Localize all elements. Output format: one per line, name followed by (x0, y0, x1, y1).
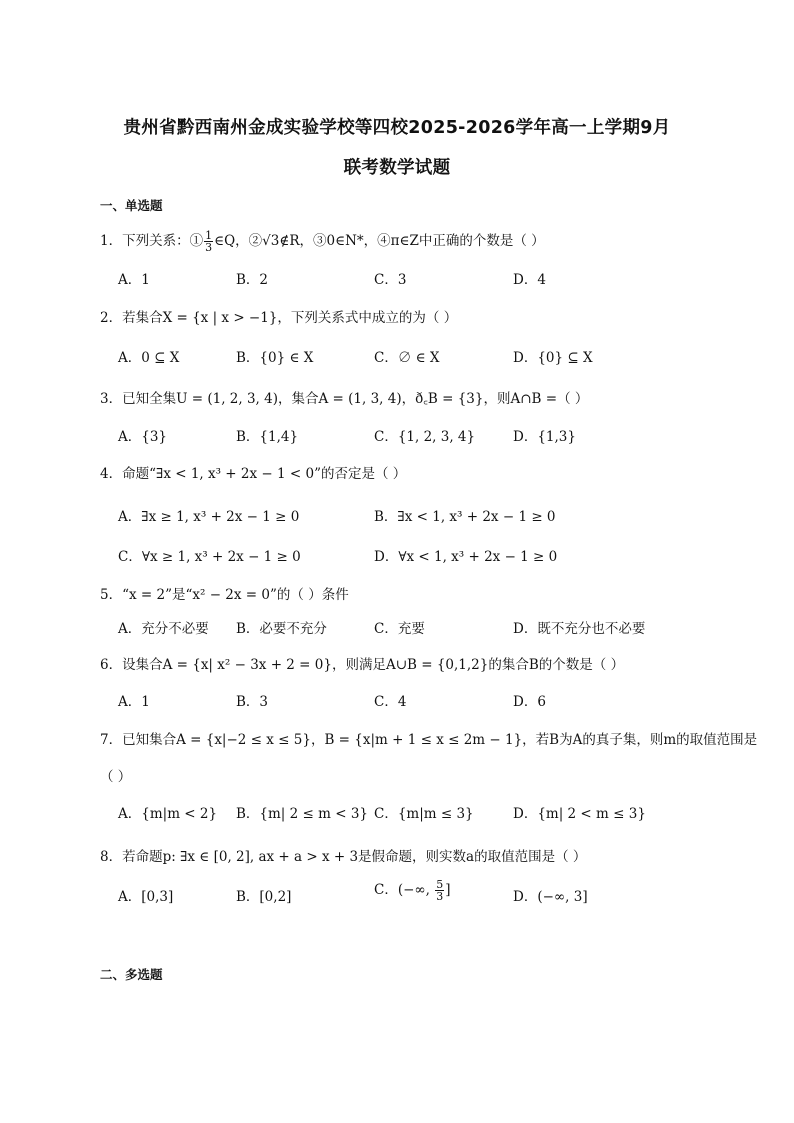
section-single-choice: 一、单选题 (100, 198, 163, 213)
q2-option-a: A．0 ⊆ X (118, 350, 180, 366)
question-6: 6．设集合A = {x| x² − 3x + 2 = 0}，则满足A∪B = {0,1,2}的集合B的个数是（ ） (100, 657, 625, 673)
q8-option-c-pre: (−∞, (397, 882, 435, 898)
q1-option-c: C．3 (374, 272, 407, 288)
q5-option-b: B．必要不充分 (236, 621, 327, 637)
q7-option-a: A．{m|m < 2} (118, 806, 218, 822)
question-8: 8．若命题p: ∃x ∈ [0, 2], ax + a > x + 3是假命题，则实数a的取值范围是（ ） (100, 849, 587, 865)
q6-option-c: C．4 (374, 694, 407, 710)
question-1-stem-post: ∈Q，②√3∉R，③0∈N*，④π∈Z中正确的个数是（ ） (214, 233, 545, 249)
q8-option-a: A．[0,3] (118, 889, 174, 905)
question-7: 7．已知集合A = {x|−2 ≤ x ≤ 5}，B = {x|m + 1 ≤ x ≤ 2m − 1}，若B为A的真子集，则m的取值范围是 (100, 732, 758, 748)
q1-option-d: D．4 (513, 272, 546, 288)
fraction-numerator: 1 (205, 229, 213, 242)
q7-option-c: C．{m|m ≤ 3} (374, 806, 474, 822)
question-2: 2．若集合X = {x | x > −1}，下列关系式中成立的为（ ） (100, 310, 458, 326)
question-3: 3．已知全集U = (1, 2, 3, 4)，集合A = (1, 3, 4)，ð꜀B = {3}，则A∩B =（ ） (100, 391, 589, 407)
q5-option-d: D．既不充分也不必要 (513, 621, 646, 637)
question-7-continuation: （ ） (100, 769, 132, 785)
q8-option-d: D．(−∞, 3] (513, 889, 588, 905)
q2-option-d: D．{0} ⊆ X (513, 350, 593, 366)
question-1-stem-pre: 1．下列关系：① (100, 233, 204, 249)
q2-option-b: B．{0} ∈ X (236, 350, 314, 366)
q8-option-c (374, 878, 451, 902)
q8-option-c-label: C． (374, 882, 398, 898)
fraction (435, 879, 444, 902)
q5-option-c: C．充要 (374, 621, 425, 637)
q2-option-c: C．∅ ∈ X (374, 350, 440, 366)
question-4: 4．命题“∃x < 1, x³ + 2x − 1 < 0”的否定是（ ） (100, 466, 407, 482)
q4-option-b: B．∃x < 1, x³ + 2x − 1 ≥ 0 (374, 509, 556, 525)
q8-option-c-post: ] (445, 882, 451, 898)
q4-option-d: D．∀x < 1, x³ + 2x − 1 ≥ 0 (374, 549, 558, 565)
fraction (204, 230, 213, 253)
q1-option-a: A．1 (118, 272, 150, 288)
q3-option-d: D．{1,3} (513, 429, 576, 445)
fraction-denominator: 3 (205, 241, 213, 254)
q5-option-a: A．充分不必要 (118, 621, 209, 637)
q8-option-b: B．[0,2] (236, 889, 292, 905)
question-1 (100, 229, 545, 253)
fraction-numerator: 5 (436, 878, 444, 891)
q7-option-d: D．{m| 2 < m ≤ 3} (513, 806, 646, 822)
q6-option-b: B．3 (236, 694, 269, 710)
fraction-denominator: 3 (436, 890, 444, 903)
question-5: 5．“x = 2”是“x² − 2x = 0”的（ ）条件 (100, 587, 349, 603)
q3-option-b: B．{1,4} (236, 429, 299, 445)
section-multiple-choice: 二、多选题 (100, 967, 163, 982)
q4-option-a: A．∃x ≥ 1, x³ + 2x − 1 ≥ 0 (118, 509, 300, 525)
q4-option-c: C．∀x ≥ 1, x³ + 2x − 1 ≥ 0 (118, 549, 301, 565)
q6-option-d: D．6 (513, 694, 546, 710)
exam-title-line2: 联考数学试题 (343, 158, 451, 178)
q1-option-b: B．2 (236, 272, 269, 288)
q3-option-a: A．{3} (118, 429, 168, 445)
q3-option-c: C．{1, 2, 3, 4} (374, 429, 476, 445)
q7-option-b: B．{m| 2 ≤ m < 3} (236, 806, 369, 822)
exam-title-line1: 贵州省黔西南州金成实验学校等四校2025-2026学年高一上学期9月 (123, 118, 671, 138)
q6-option-a: A．1 (118, 694, 150, 710)
